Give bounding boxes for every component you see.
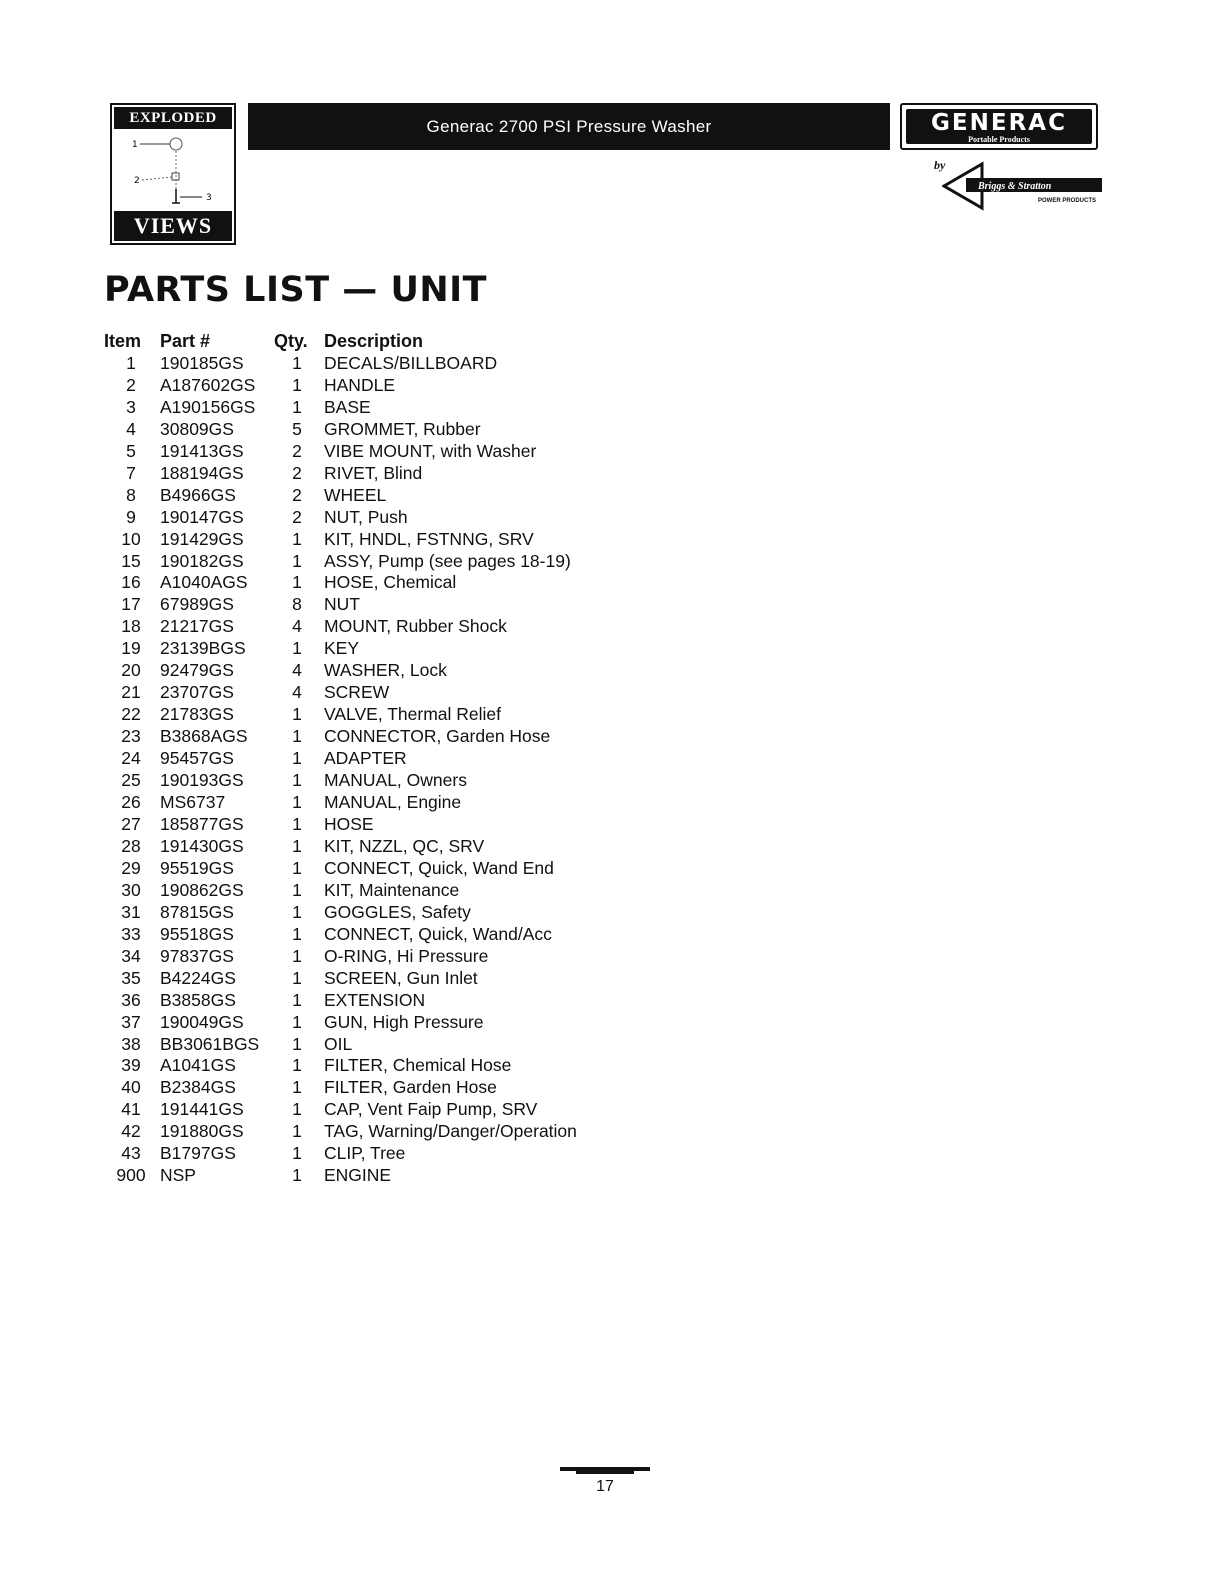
table-row [104,946,577,968]
cell-item: 22 [121,704,141,725]
cell-item: 43 [121,1143,141,1164]
header-description: Description [324,331,424,351]
cell-item: 42 [121,1121,141,1142]
cell-item: 19 [121,638,141,659]
cell-qty: 1 [292,792,302,813]
cell-description: GOGGLES, Safety [324,901,471,922]
cell-item: 3 [126,396,136,417]
table-row [104,1077,577,1099]
cell-item: 31 [121,901,141,922]
cell-part: 190182GS [160,550,244,571]
cell-item: 5 [126,440,136,461]
table-row [104,397,577,419]
cell-qty: 1 [292,1143,302,1164]
cell-item: 37 [121,1011,141,1032]
cell-qty: 1 [292,704,302,725]
table-row [104,858,577,880]
document-title: Generac 2700 PSI Pressure Washer [426,116,712,136]
cell-item: 23 [121,726,141,747]
cell-description: GROMMET, Rubber [324,418,481,439]
table-row [104,748,577,770]
cell-description: KIT, HNDL, FSTNNG, SRV [324,528,534,549]
cell-part: 185877GS [160,813,244,834]
cell-description: MANUAL, Owners [324,770,467,791]
cell-description: CONNECTOR, Garden Hose [324,726,551,747]
cell-item: 16 [121,572,141,593]
cell-item: 35 [121,967,141,988]
cell-item: 10 [121,528,141,549]
cell-part: 191413GS [160,440,244,461]
cell-part: B2384GS [160,1077,236,1098]
cell-part: B3868AGS [160,726,248,747]
generac-logo-subtext: Portable Products [968,135,1030,144]
partner-name: Briggs & Stratton [978,181,1052,192]
cell-qty: 4 [292,682,302,703]
table-row [104,770,577,792]
cell-part: A1040AGS [160,572,248,593]
table-row [104,638,577,660]
parts-table [104,331,577,1187]
table-row [104,551,577,573]
badge-top-label: EXPLODED [114,107,232,129]
cell-description: FILTER, Garden Hose [324,1077,497,1098]
cell-part: 67989GS [160,594,234,615]
cell-part: 190147GS [160,506,244,527]
table-row [104,1012,577,1034]
cell-description: VALVE, Thermal Relief [324,704,502,725]
cell-description: HANDLE [324,374,395,395]
cell-qty: 1 [292,1165,302,1186]
cell-qty: 5 [292,418,302,439]
cell-part: 23139BGS [160,638,246,659]
cell-part: 87815GS [160,901,234,922]
cell-part: A190156GS [160,396,256,417]
partner-sub: POWER PRODUCTS [1038,198,1097,204]
cell-qty: 1 [292,352,302,373]
generac-logo [900,103,1098,150]
table-row [104,704,577,726]
table-row [104,375,577,397]
cell-qty: 1 [292,1099,302,1120]
cell-qty: 1 [292,528,302,549]
table-row [104,616,577,638]
cell-description: FILTER, Chemical Hose [324,1055,512,1076]
cell-item: 28 [121,835,141,856]
table-row [104,682,577,704]
cell-description: RIVET, Blind [324,462,423,483]
cell-description: KIT, Maintenance [324,879,460,900]
cell-part: 21783GS [160,704,234,725]
cell-qty: 2 [292,506,302,527]
cell-qty: 1 [292,1055,302,1076]
sketch-label-2: 2 [134,176,140,186]
table-row [104,353,577,375]
cell-item: 40 [121,1077,141,1098]
cell-item: 17 [121,594,141,615]
cell-item: 9 [126,506,136,527]
table-row [104,880,577,902]
table-row [104,1121,577,1143]
cell-item: 30 [121,879,141,900]
cell-item: 900 [116,1165,146,1186]
exploded-diagram-icon [114,131,232,211]
cell-description: KEY [324,638,360,659]
table-row [104,968,577,990]
header-bar [248,103,890,150]
cell-qty: 1 [292,1121,302,1142]
exploded-views-badge [110,103,236,245]
cell-description: O-RING, Hi Pressure [324,945,489,966]
cell-qty: 4 [292,660,302,681]
cell-part: 191880GS [160,1121,244,1142]
header-qty: Qty. [274,331,308,351]
cell-item: 7 [126,462,136,483]
cell-description: DECALS/BILLBOARD [324,352,498,373]
cell-description: BASE [324,396,371,417]
cell-item: 26 [121,792,141,813]
cell-description: SCREW [324,682,390,703]
cell-item: 8 [126,484,136,505]
badge-bottom-label: VIEWS [114,211,232,241]
cell-qty: 1 [292,726,302,747]
cell-part: 95518GS [160,923,234,944]
cell-description: VIBE MOUNT, with Washer [324,440,537,461]
cell-qty: 1 [292,813,302,834]
table-row [104,507,577,529]
table-row [104,1099,577,1121]
table-row [104,726,577,748]
cell-qty: 8 [292,594,302,615]
cell-description: ADAPTER [324,748,407,769]
cell-description: HOSE [324,813,374,834]
cell-item: 33 [121,923,141,944]
table-row [104,990,577,1012]
cell-part: B1797GS [160,1143,236,1164]
cell-description: KIT, NZZL, QC, SRV [324,835,485,856]
cell-qty: 2 [292,440,302,461]
cell-part: 191441GS [160,1099,244,1120]
sketch-label-3: 3 [206,193,212,203]
header-part: Part # [160,331,211,351]
header-item: Item [104,331,142,351]
cell-part: 190049GS [160,1011,244,1032]
cell-part: 190862GS [160,879,244,900]
cell-part: 23707GS [160,682,234,703]
cell-item: 36 [121,989,141,1010]
cell-part: B4966GS [160,484,236,505]
table-row [104,529,577,551]
cell-item: 29 [121,857,141,878]
cell-part: B3858GS [160,989,236,1010]
briggs-stratton-logo [942,160,1102,212]
cell-qty: 1 [292,1011,302,1032]
cell-qty: 1 [292,857,302,878]
cell-item: 25 [121,770,141,791]
cell-item: 15 [121,550,141,571]
cell-description: CAP, Vent Faip Pump, SRV [324,1099,538,1120]
cell-qty: 2 [292,462,302,483]
cell-part: BB3061BGS [160,1033,260,1054]
cell-description: OIL [324,1033,353,1054]
cell-part: MS6737 [160,792,226,813]
cell-qty: 1 [292,1033,302,1054]
cell-part: 188194GS [160,462,244,483]
table-header-row [104,331,577,353]
cell-description: ENGINE [324,1165,392,1186]
cell-item: 41 [121,1099,141,1120]
cell-qty: 1 [292,572,302,593]
cell-description: MOUNT, Rubber Shock [324,616,507,637]
cell-item: 18 [121,616,141,637]
cell-item: 34 [121,945,141,966]
cell-part: 95519GS [160,857,234,878]
cell-description: WHEEL [324,484,387,505]
cell-part: B4224GS [160,967,236,988]
cell-description: CONNECT, Quick, Wand/Acc [324,923,552,944]
cell-description: HOSE, Chemical [324,572,457,593]
cell-part: 190185GS [160,352,244,373]
sketch-label-1: 1 [132,140,138,150]
cell-part: 95457GS [160,748,234,769]
cell-description: MANUAL, Engine [324,792,462,813]
cell-part: 30809GS [160,418,234,439]
footer-rule-lower [576,1471,634,1474]
cell-item: 24 [121,748,141,769]
cell-description: TAG, Warning/Danger/Operation [324,1121,577,1142]
cell-part: 21217GS [160,616,234,637]
table-row [104,419,577,441]
cell-qty: 1 [292,835,302,856]
cell-description: WASHER, Lock [324,660,447,681]
page-number: 17 [596,1478,614,1495]
cell-qty: 2 [292,484,302,505]
cell-item: 21 [121,682,141,703]
cell-item: 1 [126,352,136,373]
cell-part: 97837GS [160,945,234,966]
cell-qty: 1 [292,770,302,791]
table-row [104,1143,577,1165]
table-row [104,441,577,463]
table-row [104,836,577,858]
cell-part: 92479GS [160,660,234,681]
table-row [104,1034,577,1056]
generac-logo-text: GENERAC [931,110,1067,136]
cell-item: 2 [126,374,136,395]
parts-table-body [104,353,577,1187]
cell-part: A1041GS [160,1055,236,1076]
cell-description: NUT, Push [324,506,408,527]
cell-qty: 1 [292,989,302,1010]
cell-qty: 1 [292,923,302,944]
cell-part: NSP [160,1165,196,1186]
cell-part: 191429GS [160,528,244,549]
cell-part: 191430GS [160,835,244,856]
cell-qty: 1 [292,748,302,769]
cell-qty: 1 [292,879,302,900]
table-row [104,1055,577,1077]
cell-item: 27 [121,813,141,834]
cell-qty: 1 [292,901,302,922]
table-row [104,572,577,594]
table-row [104,924,577,946]
cell-qty: 1 [292,967,302,988]
table-row [104,463,577,485]
generac-logo-plate [906,109,1092,144]
table-row [104,902,577,924]
cell-item: 20 [121,660,141,681]
cell-item: 4 [126,418,136,439]
cell-qty: 1 [292,550,302,571]
page-title: PARTS LIST — UNIT [104,270,488,310]
table-row [104,594,577,616]
cell-item: 39 [121,1055,141,1076]
cell-part: A187602GS [160,374,256,395]
table-row [104,792,577,814]
cell-qty: 1 [292,396,302,417]
cell-qty: 1 [292,638,302,659]
cell-description: CLIP, Tree [324,1143,406,1164]
cell-description: GUN, High Pressure [324,1011,484,1032]
cell-qty: 1 [292,945,302,966]
cell-part: 190193GS [160,770,244,791]
table-row [104,814,577,836]
cell-description: CONNECT, Quick, Wand End [324,857,554,878]
cell-description: ASSY, Pump (see pages 18-19) [324,550,571,571]
cell-qty: 1 [292,1077,302,1098]
cell-item: 38 [121,1033,141,1054]
cell-description: NUT [324,594,360,615]
cell-description: EXTENSION [324,989,426,1010]
cell-qty: 1 [292,374,302,395]
cell-description: SCREEN, Gun Inlet [324,967,478,988]
by-label: by [934,158,946,172]
table-row [104,485,577,507]
table-row [104,1165,577,1187]
table-row [104,660,577,682]
cell-qty: 4 [292,616,302,637]
